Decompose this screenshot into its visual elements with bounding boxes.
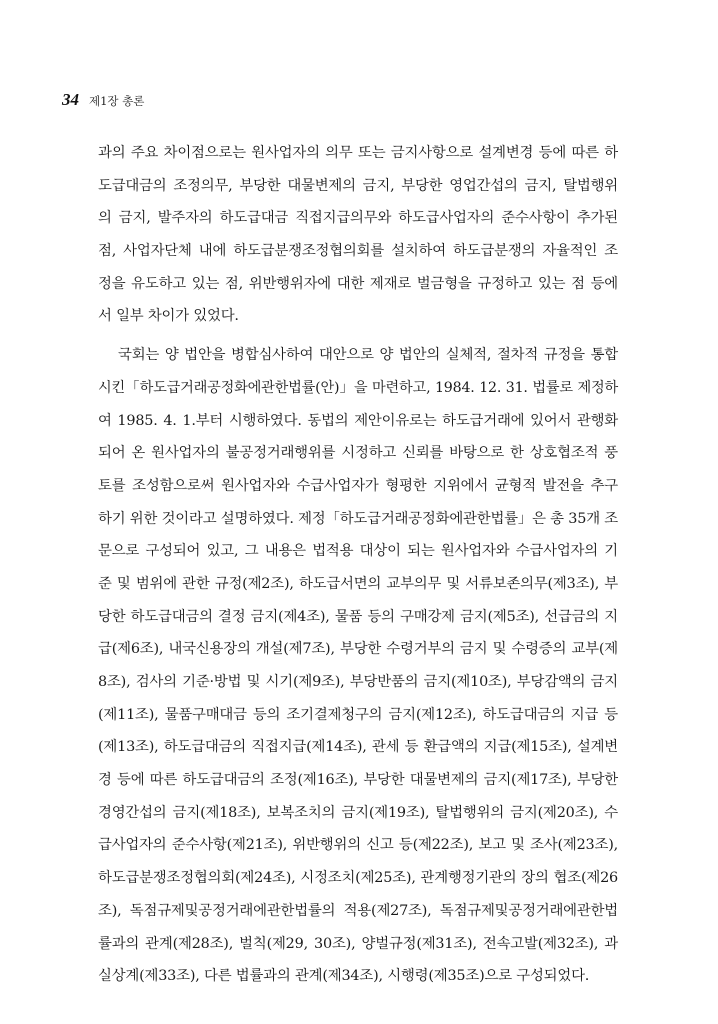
text-line: 문으로 구성되어 있고, 그 내용은 법적용 대상이 되는 원사업자와 수급사업자의 기: [98, 543, 618, 560]
text-line: 경영간섭의 금지(제18조), 보복조치의 금지(제19조), 탈법행위의 금지(제20조), 수: [98, 804, 618, 821]
text-line: 의 금지, 발주자의 하도급대금 직접지급의무와 하도급사업자의 준수사항이 추가된: [98, 210, 618, 227]
text-line: 국회는 양 법안을 병합심사하여 대안으로 양 법안의 실체적, 절차적 규정을 통합: [118, 347, 618, 364]
text-line: 조), 독점규제및공정거래에관한법률의 적용(제27조), 독점규제및공정거래에관한법: [98, 902, 618, 919]
text-line: 하도급분쟁조정협의회(제24조), 시정조치(제25조), 관계행정기관의 장의 협조(제26: [98, 870, 618, 887]
text-line: 급사업자의 준수사항(제21조), 위반행위의 신고 등(제22조), 보고 및 조사(제23조),: [98, 837, 618, 854]
text-line: 경 등에 따른 하도급대금의 조정(제16조), 부당한 대물변제의 금지(제17조), 부당한: [98, 772, 618, 789]
text-line: 여 1985. 4. 1.부터 시행하였다. 동법의 제안이유로는 하도급거래에 있어서 관행화: [98, 412, 618, 429]
body-text: [98, 137, 618, 993]
chapter-label: 제1장 총론: [89, 94, 145, 108]
text-line: 당한 하도급대금의 결정 금지(제4조), 물품 등의 구매강제 금지(제5조), 선급금의 지: [98, 608, 618, 625]
text-line: 도급대금의 조정의무, 부당한 대물변제의 금지, 부당한 영업간섭의 금지, 탈법행위: [98, 177, 618, 194]
text-line: 급(제6조), 내국신용장의 개설(제7조), 부당한 수령거부의 금지 및 수령증의 교부(제: [98, 641, 618, 658]
text-line: 시킨「하도급거래공정화에관한법률(안)」을 마련하고, 1984. 12. 31. 법률로 제정하: [98, 379, 618, 396]
text-line: 정을 유도하고 있는 점, 위반행위자에 대한 제재로 벌금형을 규정하고 있는 점 등에: [98, 275, 618, 292]
text-line: 점, 사업자단체 내에 하도급분쟁조정협의회를 설치하여 하도급분쟁의 자율적인 조: [98, 243, 618, 260]
paragraph-1: [98, 137, 618, 333]
paragraph-2: [98, 339, 618, 993]
text-line: (제13조), 하도급대금의 직접지급(제14조), 관세 등 환급액의 지급(제15조), 설계변: [98, 739, 618, 756]
text-line: 준 및 범위에 관한 규정(제2조), 하도급서면의 교부의무 및 서류보존의무(제3조), 부: [98, 575, 618, 592]
text-line: 되어 온 원사업자의 불공정거래행위를 시정하고 신뢰를 바탕으로 한 상호협조적 풍: [98, 445, 618, 462]
text-line: 8조), 검사의 기준·방법 및 시기(제9조), 부당반품의 금지(제10조), 부당감액의 금지: [98, 674, 618, 690]
text-line: (제11조), 물품구매대금 등의 조기결제청구의 금지(제12조), 하도급대금의 지급 등: [98, 706, 618, 723]
text-line: 하기 위한 것이라고 설명하였다. 제정「하도급거래공정화에관한법률」은 총 35개 조: [98, 510, 618, 527]
running-header: [62, 90, 144, 110]
text-line: 실상계(제33조), 다른 법률과의 관계(제34조), 시행령(제35조)으로 구성되었다.: [98, 968, 590, 985]
text-line: 률과의 관계(제28조), 벌칙(제29, 30조), 양벌규정(제31조), 전속고발(제32조), 과: [98, 935, 618, 952]
text-line: 과의 주요 차이점으로는 원사업자의 의무 또는 금지사항으로 설계변경 등에 따른 하: [98, 145, 618, 161]
text-line: 토를 조성함으로써 원사업자와 수급사업자가 형평한 지위에서 균형적 발전을 추구: [98, 477, 618, 494]
text-line: 서 일부 차이가 있었다.: [98, 308, 239, 325]
page-number: 34: [62, 90, 79, 109]
